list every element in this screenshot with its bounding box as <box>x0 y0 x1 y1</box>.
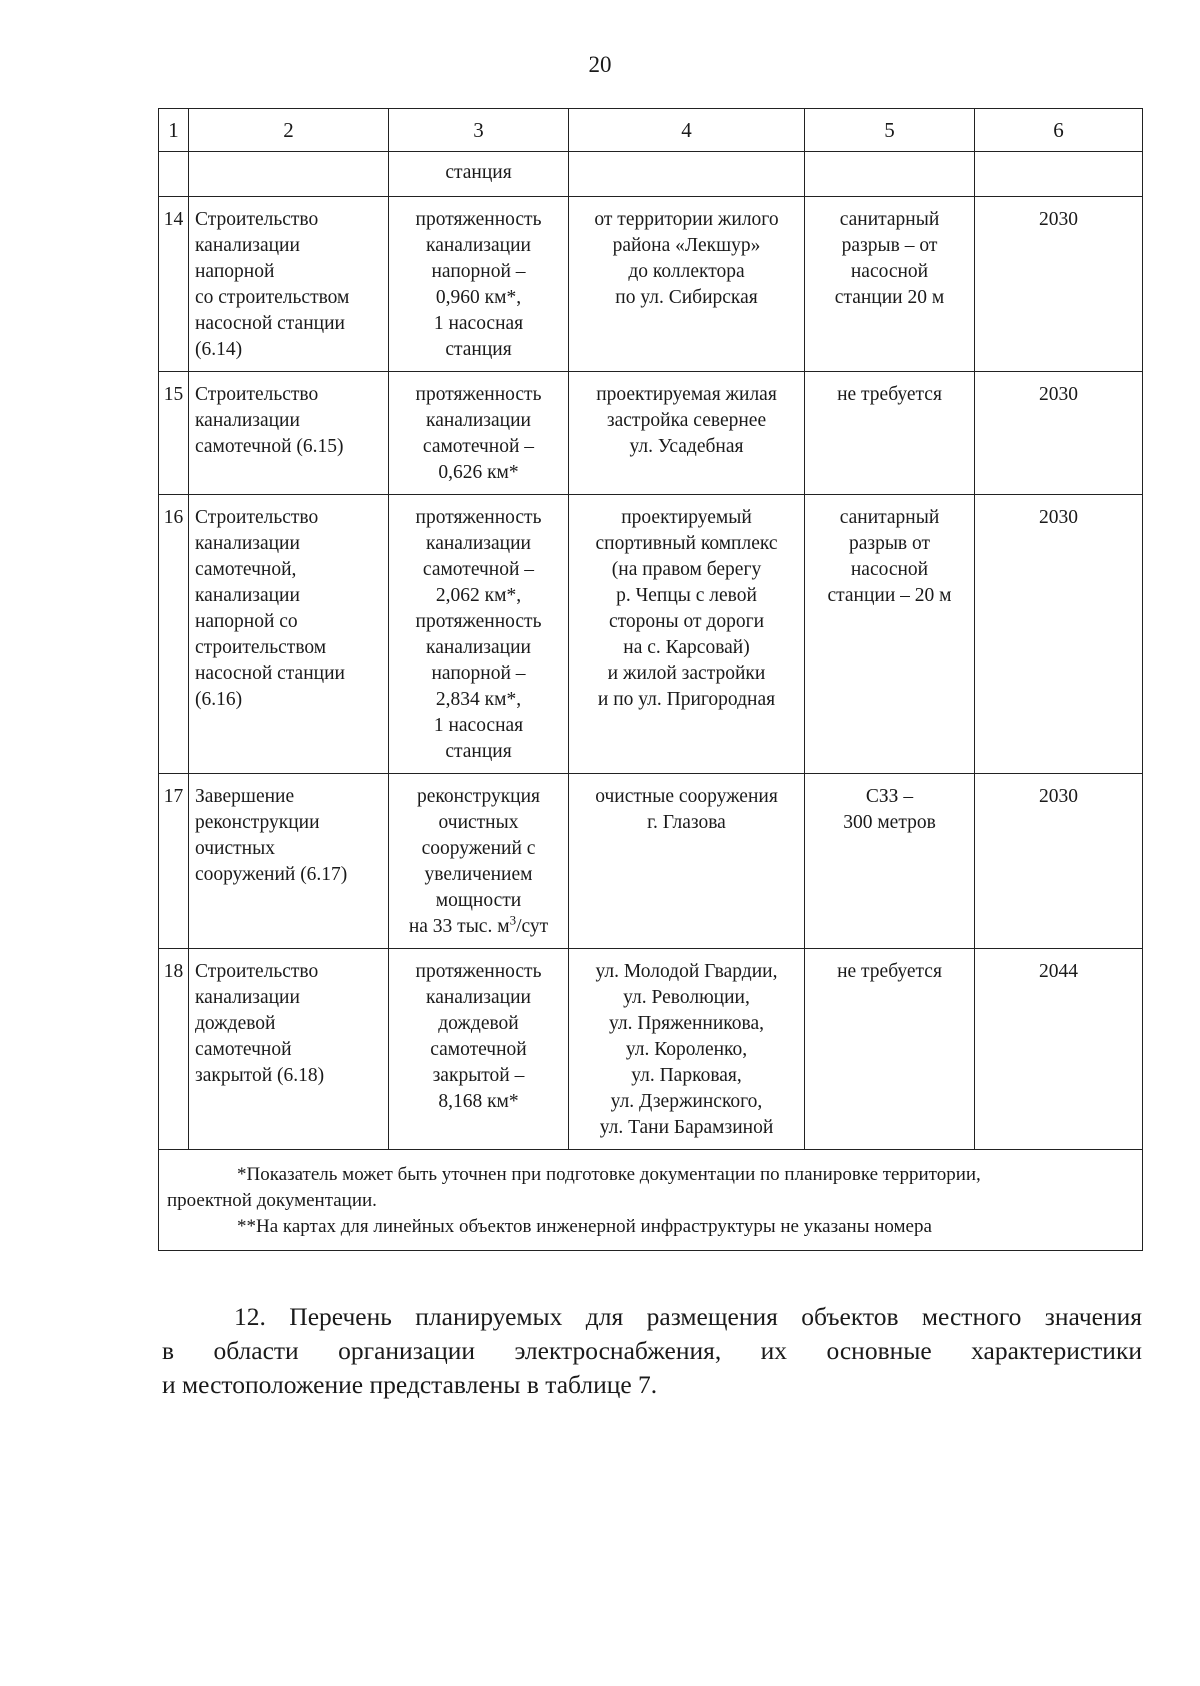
row-number-cell: 18 <box>159 949 189 1150</box>
footnote-row <box>159 1150 1143 1251</box>
cell-line: строительством <box>195 637 327 658</box>
table-body <box>159 197 1143 1150</box>
cell-line: ул. Парковая, <box>631 1065 742 1086</box>
cell-line: самотечной, <box>195 559 297 580</box>
parameters-cell <box>389 372 569 495</box>
paragraph-12 <box>162 1300 1142 1402</box>
cell-line: станции 20 м <box>834 287 945 308</box>
paragraph-line: 12. Перечень планируемых для размещения объектов местного значения <box>234 1302 1142 1331</box>
cell-line: самотечной (6.15) <box>195 436 344 457</box>
cell-line: 1 насосная <box>433 715 524 736</box>
header-cell: 4 <box>569 109 805 152</box>
table-header-row <box>159 109 1143 152</box>
header-cell: 5 <box>805 109 975 152</box>
cell-line: разрыв от <box>848 533 931 554</box>
cell-line: напорной – <box>431 663 526 684</box>
table-row <box>159 197 1143 372</box>
cell-line: Строительство <box>195 961 319 982</box>
cell-line: канализации <box>426 533 531 554</box>
paragraph-line: и местоположение представлены в таблице 7. <box>162 1370 658 1399</box>
cell-line: канализации <box>195 235 300 256</box>
cell-line: ул. Дзержинского, <box>610 1091 763 1112</box>
page-number: 20 <box>588 52 612 77</box>
cell-line: ул. Пряженникова, <box>608 1013 765 1034</box>
location-cell <box>569 774 805 949</box>
row-number-cell: 15 <box>159 372 189 495</box>
cell-line: дождевой <box>195 1013 276 1034</box>
location-cell <box>569 495 805 774</box>
cell-line: ул. Тани Барамзиной <box>599 1117 774 1138</box>
cell-line: самотечной – <box>422 559 535 580</box>
cell-line: (6.14) <box>195 339 243 360</box>
object-name-cell <box>189 372 389 495</box>
cell-line: насосной станции <box>195 663 345 684</box>
cell-line: канализации <box>426 637 531 658</box>
cell-line: очистных <box>195 838 275 859</box>
cell-line: ул. Короленко, <box>625 1039 748 1060</box>
zone-cell <box>805 949 975 1150</box>
header-cell: 2 <box>189 109 389 152</box>
cell-line: 1 насосная <box>433 313 524 334</box>
cell-line: станции – 20 м <box>827 585 952 606</box>
cell-line: Строительство <box>195 384 319 405</box>
empty-cell <box>569 152 805 197</box>
cell-line: 2,062 км*, <box>435 585 522 606</box>
parameters-cell <box>389 197 569 372</box>
location-cell <box>569 949 805 1150</box>
row-number-cell: 17 <box>159 774 189 949</box>
cell-line: канализации <box>195 987 300 1008</box>
cell-line: застройка севернее <box>606 410 767 431</box>
cell-line: реконструкции <box>195 812 320 833</box>
cell-line: 0,626 км* <box>438 462 519 483</box>
cell-line: протяженность <box>415 209 542 230</box>
cell-line: канализации <box>426 987 531 1008</box>
year-cell: 2030 <box>975 774 1143 949</box>
cell-line: на с. Карсовай) <box>623 637 750 658</box>
cell-line: не требуется <box>837 384 942 405</box>
table-row <box>159 949 1143 1150</box>
location-cell <box>569 197 805 372</box>
footnote-line: *Показатель может быть уточнен при подготовке документации по планировке территории, <box>237 1164 981 1185</box>
cell-line: Завершение <box>195 786 295 807</box>
cell-line: не требуется <box>837 961 942 982</box>
parameters-cell <box>389 495 569 774</box>
cell-line: канализации <box>426 410 531 431</box>
cell-line: насосной <box>850 261 929 282</box>
cell-line: станция <box>445 339 512 360</box>
capacity-text: на 33 тыс. м <box>408 916 510 937</box>
cell-line: самотечной <box>195 1039 292 1060</box>
footnote-line: проектной документации. <box>167 1190 377 1211</box>
cell-line: санитарный <box>839 507 940 528</box>
objects-table <box>158 108 1143 1251</box>
year-cell: 2030 <box>975 495 1143 774</box>
cell-line: проектируемый <box>621 507 752 528</box>
cell-line: и по ул. Пригородная <box>597 689 776 710</box>
cell-line: ул. Молодой Гвардии, <box>595 961 778 982</box>
table-row <box>159 495 1143 774</box>
object-name-cell <box>189 774 389 949</box>
cell-line: станция <box>445 741 512 762</box>
object-name-cell <box>189 949 389 1150</box>
year-cell: 2030 <box>975 372 1143 495</box>
cell-line: самотечной <box>430 1039 527 1060</box>
cell-line: закрытой (6.18) <box>195 1065 325 1086</box>
table-row <box>159 774 1143 949</box>
cell-line: санитарный <box>839 209 940 230</box>
cell-line: канализации <box>195 585 300 606</box>
cell-line: очистные сооружения <box>595 786 778 807</box>
row-number-cell: 14 <box>159 197 189 372</box>
cell-line: и жилой застройки <box>607 663 766 684</box>
zone-cell <box>805 197 975 372</box>
cell-line: канализации <box>426 235 531 256</box>
year-cell: 2030 <box>975 197 1143 372</box>
cell-line: напорной – <box>431 261 526 282</box>
zone-cell <box>805 372 975 495</box>
parameters-cell <box>389 774 569 949</box>
cell-line: реконструкция <box>416 786 541 807</box>
footnote-cell <box>159 1150 1143 1251</box>
cell-line: от территории жилого <box>594 209 779 230</box>
header-cell: 6 <box>975 109 1143 152</box>
parameters-cell <box>389 949 569 1150</box>
cell-line: до коллектора <box>628 261 745 282</box>
cell-line: очистных <box>438 812 519 833</box>
cell-line: напорной со <box>195 611 298 632</box>
cell-line: р. Чепцы с левой <box>616 585 757 606</box>
cell-line: насосной станции <box>195 313 345 334</box>
header-cell: 3 <box>389 109 569 152</box>
cell-line: Строительство <box>195 209 319 230</box>
empty-cell <box>805 152 975 197</box>
cell-line: разрыв – от <box>841 235 938 256</box>
cell-line: ул. Усадебная <box>629 436 744 457</box>
table-row <box>159 372 1143 495</box>
cell-line: спортивный комплекс <box>595 533 778 554</box>
cell-line: СЗЗ – <box>865 786 914 807</box>
cell-line: канализации <box>195 533 300 554</box>
cell-line <box>393 914 564 940</box>
empty-cell <box>975 152 1143 197</box>
cell-line: Строительство <box>195 507 319 528</box>
cell-line: (6.16) <box>195 689 243 710</box>
continuation-row <box>159 152 1143 197</box>
cell-line: г. Глазова <box>647 812 726 833</box>
zone-cell <box>805 774 975 949</box>
cell-line: самотечной – <box>422 436 535 457</box>
cell-line: 2,834 км*, <box>435 689 522 710</box>
object-name-cell <box>189 197 389 372</box>
paragraph-line: в области организации электроснабжения, их основные характеристики <box>162 1336 1142 1365</box>
header-cell: 1 <box>159 109 189 152</box>
cell-line: 8,168 км* <box>438 1091 519 1112</box>
location-cell <box>569 372 805 495</box>
cell-line: по ул. Сибирская <box>615 287 758 308</box>
zone-cell <box>805 495 975 774</box>
cell-line: канализации <box>195 410 300 431</box>
cell-line: проектируемая жилая <box>596 384 777 405</box>
empty-cell <box>159 152 189 197</box>
cell-line: протяженность <box>415 507 542 528</box>
year-cell: 2044 <box>975 949 1143 1150</box>
cell-line: мощности <box>435 890 522 911</box>
unit-text: /сут <box>516 916 549 937</box>
cell-line: стороны от дороги <box>608 611 765 632</box>
cell-line: протяженность <box>415 384 542 405</box>
cell-line: насосной <box>850 559 929 580</box>
superscript: 3 <box>509 912 517 928</box>
cell-line: напорной <box>195 261 275 282</box>
cell-line: ул. Революции, <box>623 987 750 1008</box>
row-number-cell: 16 <box>159 495 189 774</box>
cell-line: 0,960 км*, <box>435 287 522 308</box>
cell-line: протяженность <box>415 611 542 632</box>
cell-line: дождевой <box>438 1013 519 1034</box>
cell-line: протяженность <box>415 961 542 982</box>
cell-line: закрытой – <box>432 1065 525 1086</box>
cell-line: 300 метров <box>843 812 936 833</box>
continuation-cell: станция <box>389 152 569 197</box>
empty-cell <box>189 152 389 197</box>
cell-line: района «Лекшур» <box>612 235 761 256</box>
footnote-line: **На картах для линейных объектов инженерной инфраструктуры не указаны номера <box>237 1216 932 1237</box>
cell-line: увеличением <box>424 864 533 885</box>
cell-line: сооружений (6.17) <box>195 864 348 885</box>
cell-line: сооружений с <box>421 838 536 859</box>
cell-line: со строительством <box>195 287 350 308</box>
cell-line: (на правом берегу <box>611 559 762 580</box>
object-name-cell <box>189 495 389 774</box>
